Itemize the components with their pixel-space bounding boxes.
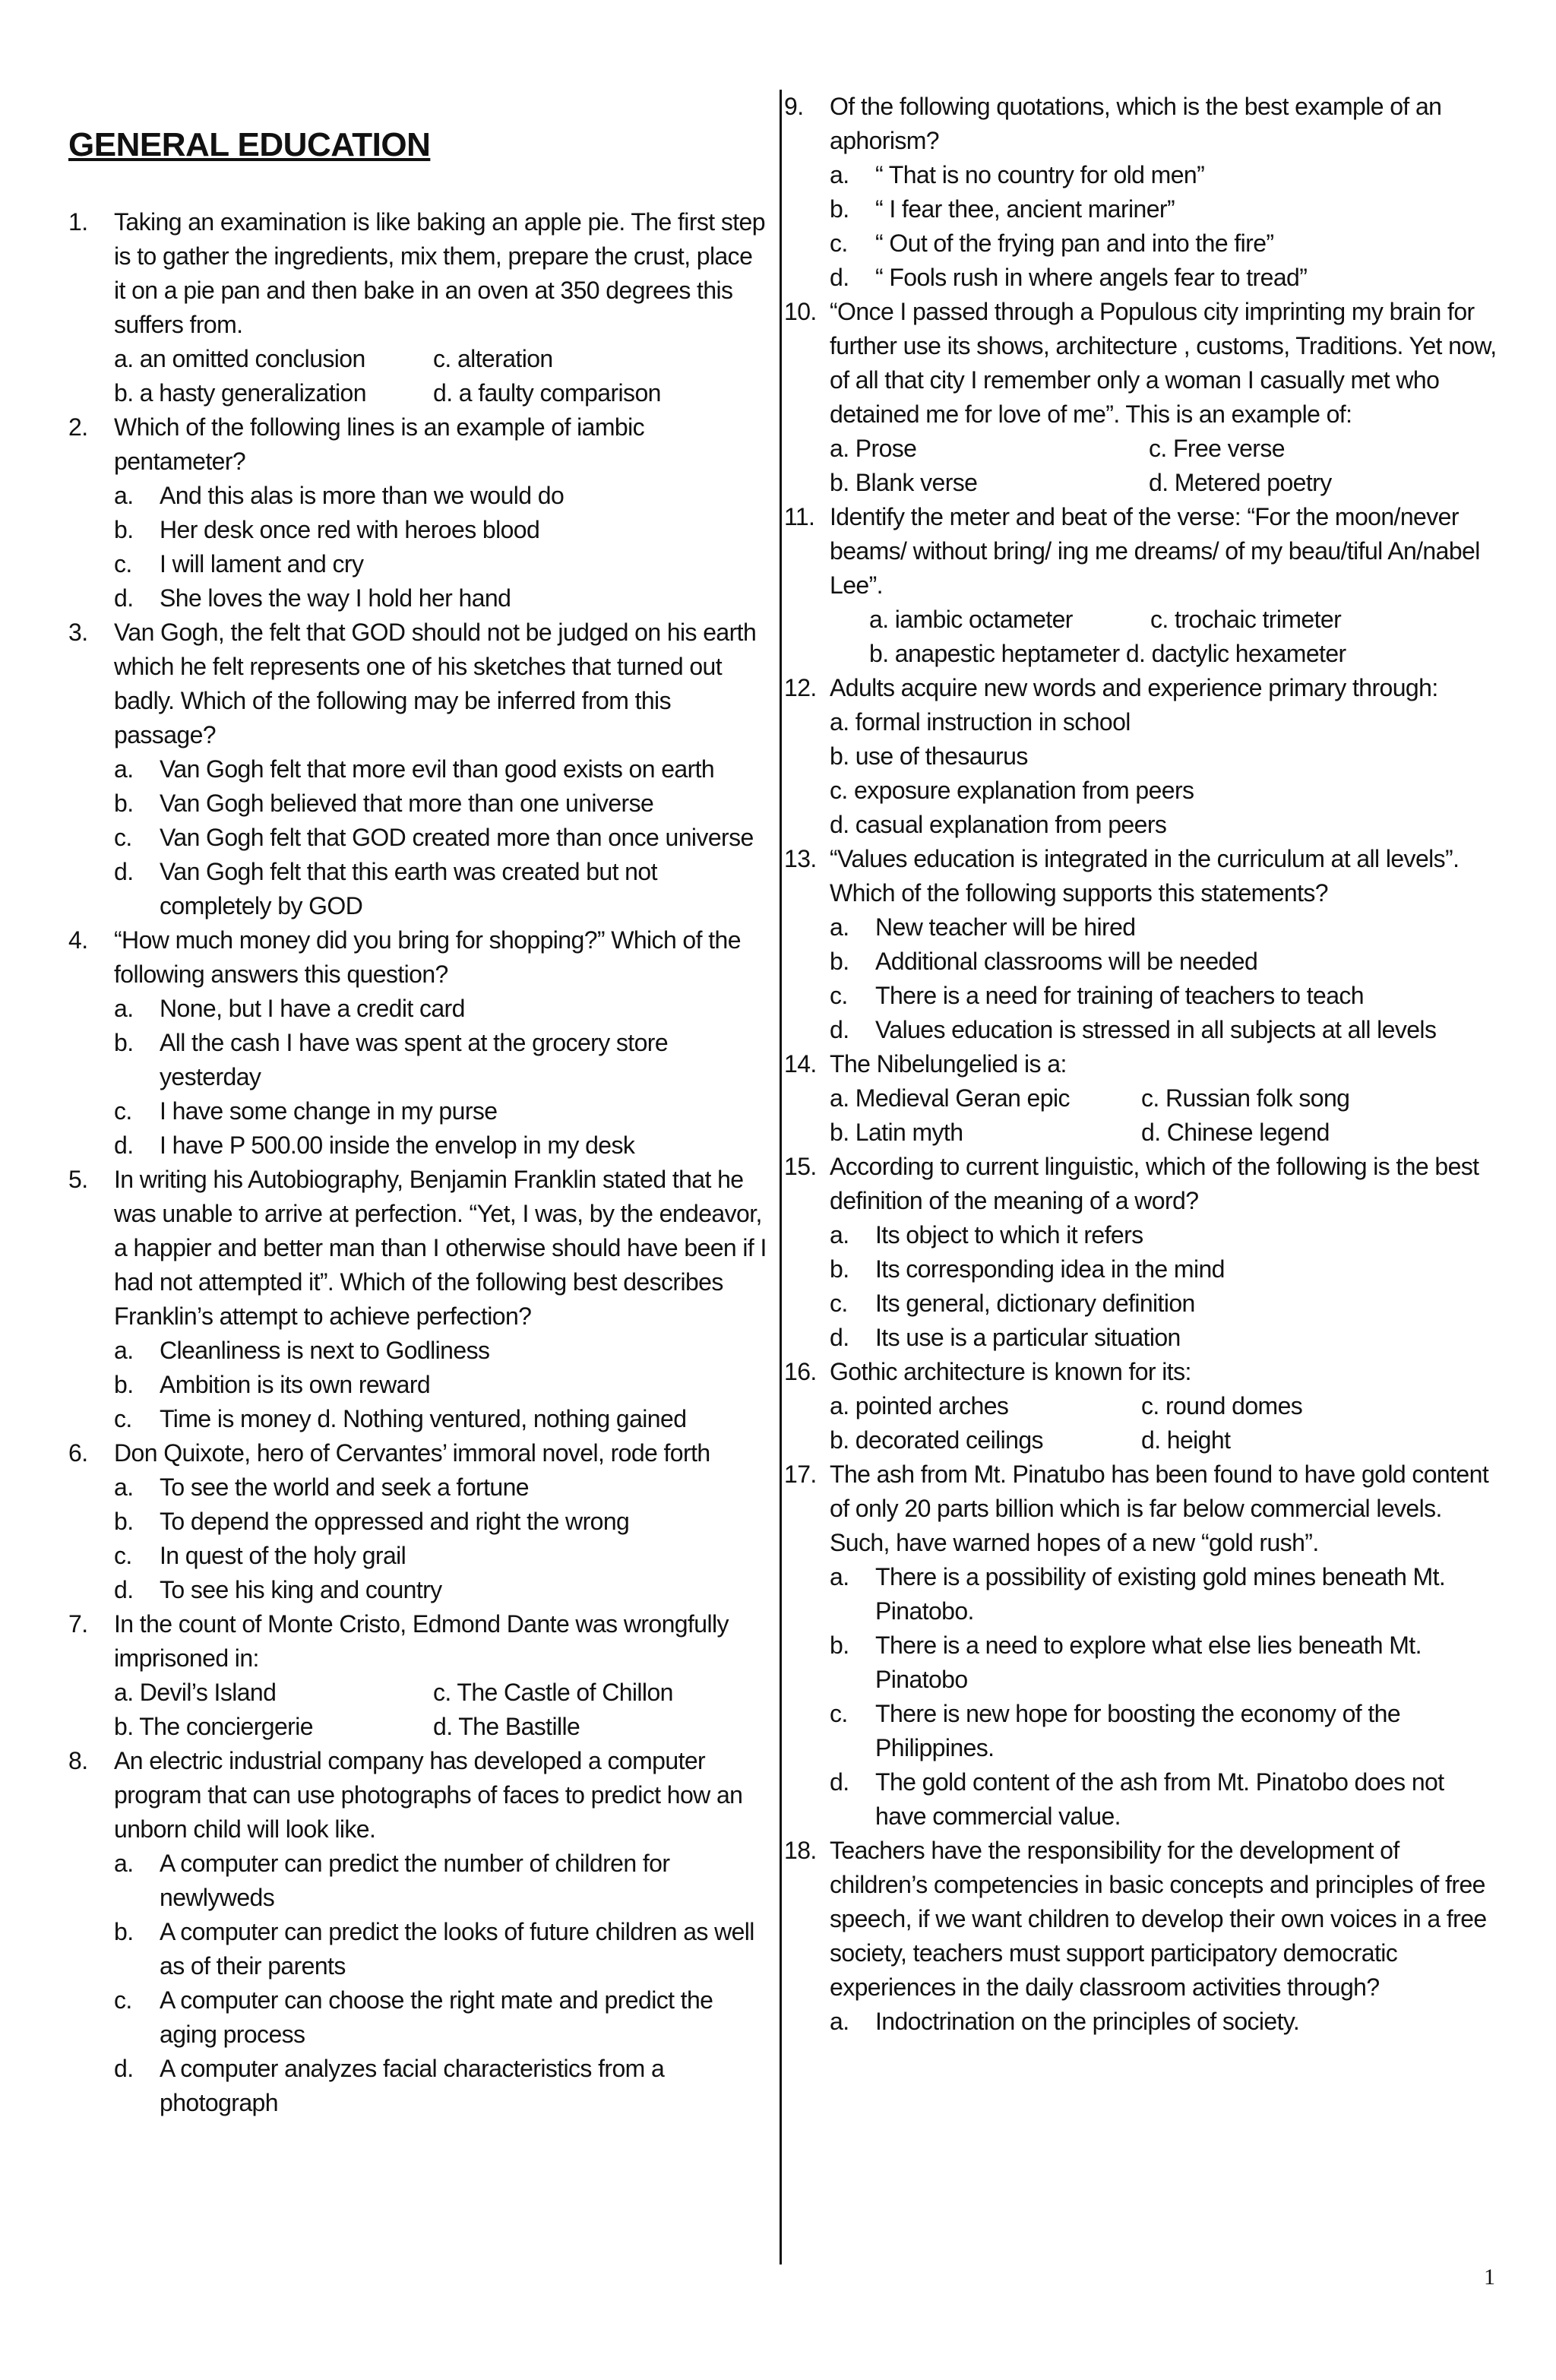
choice-text: Additional classrooms will be needed [875, 948, 1258, 975]
choice-text: “ That is no country for old men” [875, 161, 1205, 188]
question-text: The Nibelungelied is a: [830, 1050, 1067, 1078]
question-16 [784, 1355, 1498, 1457]
question-text: According to current linguistic, which of the following is the best definition of the meaning of a word? [830, 1153, 1479, 1214]
choice-a: a. iambic octameter [869, 606, 1073, 633]
choice-b [114, 1026, 767, 1094]
choice-d [114, 581, 767, 616]
choice-c: c. Russian folk song [1141, 1084, 1350, 1112]
right-column [784, 90, 1498, 2039]
choice-d [114, 2052, 767, 2120]
question-text: An electric industrial company has developed a computer program that can use photographs of faces to predict how an unborn child will look like. [114, 1747, 743, 1843]
choice-text: New teacher will be hired [875, 913, 1136, 941]
choice-letter: a. [114, 1850, 134, 1877]
question-text: In writing his Autobiography, Benjamin Franklin stated that he was unable to arrive at perfection. “Yet, I was, by the endeavor, a happier and better man than I otherwise should have been if I had not attempted it”. Which of the following best describes Franklin’s attempt to achieve perfection? [114, 1166, 767, 1330]
choice-letter: c. [114, 824, 132, 851]
choice-letter: c. [114, 1097, 132, 1125]
choice-text: I will lament and cry [160, 550, 364, 578]
choice-b [830, 1628, 1498, 1697]
choice-text: Van Gogh felt that GOD created more than once universe [160, 824, 754, 851]
choice-text: She loves the way I hold her hand [160, 584, 511, 612]
choice-letter: a. [830, 1563, 849, 1590]
choice-letter: d. [114, 2055, 134, 2082]
choice-row [830, 603, 1498, 637]
choice-row [830, 466, 1498, 500]
choice-d [830, 1765, 1498, 1834]
choice-letter: c. [114, 1542, 132, 1569]
question-3 [68, 616, 767, 923]
choice-b [114, 1368, 767, 1402]
choice-letter: b. [830, 195, 849, 223]
choice-c: c. alteration [433, 345, 553, 372]
choice-b [830, 192, 1498, 226]
choice-text: A computer can predict the looks of future children as well as of their parents [160, 1918, 754, 1980]
choice-b: b. Latin myth [830, 1119, 963, 1146]
question-number: 1. [68, 208, 88, 236]
choice-b [830, 945, 1498, 979]
question-number: 8. [68, 1747, 88, 1774]
choice-letter: b. [830, 1632, 849, 1659]
choice-row [114, 342, 767, 376]
question-text: Taking an examination is like baking an apple pie. The first step is to gather the ingredients, mix them, prepare the crust, place it on a pie pan and then bake in an oven at 350 degrees this suffers from. [114, 208, 765, 338]
choice-letter: d. [114, 584, 134, 612]
choice-letter: d. [114, 1576, 134, 1603]
choice-text: Van Gogh felt that more evil than good exists on earth [160, 755, 715, 783]
question-6 [68, 1436, 767, 1607]
choice-letter: b. [114, 1371, 134, 1398]
choice-d [114, 855, 767, 923]
question-5 [68, 1163, 767, 1436]
choice-a [114, 752, 767, 786]
choice-a [830, 1560, 1498, 1628]
choice-a [830, 910, 1498, 945]
choice-a [830, 158, 1498, 192]
question-14 [784, 1047, 1498, 1150]
choice-row [830, 1116, 1498, 1150]
question-number: 17. [784, 1461, 817, 1488]
choice-text: There is new hope for boosting the economy of the Philippines. [875, 1700, 1401, 1761]
choice-letter: a. [114, 1337, 134, 1364]
choice-text: The gold content of the ash from Mt. Pinatobo does not have commercial value. [875, 1768, 1444, 1830]
question-text: “How much money did you bring for shopping?” Which of the following answers this question? [114, 926, 741, 988]
choice-text: A computer can choose the right mate and predict the aging process [160, 1986, 713, 2048]
choice-d: d. Metered poetry [1149, 469, 1332, 496]
choice-c [114, 1094, 767, 1128]
choice-letter: c. [830, 982, 848, 1009]
choice-d: d. The Bastille [433, 1713, 580, 1740]
choice-d [114, 1128, 767, 1163]
question-7 [68, 1607, 767, 1744]
choice-d [830, 1321, 1498, 1355]
choice-text: Indoctrination on the principles of society. [875, 2008, 1300, 2035]
question-number: 9. [784, 93, 804, 120]
page-number: 1 [1484, 2264, 1495, 2290]
choice-text: Values education is stressed in all subjects at all levels [875, 1016, 1437, 1043]
question-number: 6. [68, 1439, 88, 1467]
choice-c [830, 979, 1498, 1013]
choice-row [830, 1389, 1498, 1423]
choice-letter: d. [114, 1131, 134, 1159]
choice-letter: b. [114, 1029, 134, 1056]
choice-c [114, 1402, 767, 1436]
choice-c: c. Free verse [1149, 435, 1285, 462]
choice-letter: a. [114, 482, 134, 509]
choice-c: c. exposure explanation from peers [830, 777, 1194, 804]
choice-d: d. casual explanation from peers [830, 811, 1167, 838]
choice-letter: c. [114, 1986, 132, 2014]
choice-b: b. decorated ceilings [830, 1426, 1043, 1454]
question-8 [68, 1744, 767, 2120]
choice-a: a. Medieval Geran epic [830, 1084, 1070, 1112]
question-18 [784, 1834, 1498, 2039]
question-text: “Once I passed through a Populous city imprinting my brain for further use its shows, architecture , customs, Traditions. Yet now, of all that city I remember only a woman I casually met who detained me for love of me”. This is an example of: [830, 298, 1497, 428]
question-text: In the count of Monte Cristo, Edmond Dante was wrongfully imprisoned in: [114, 1610, 729, 1672]
choice-text: “ Fools rush in where angels fear to tread” [875, 264, 1308, 291]
question-number: 4. [68, 926, 88, 954]
choice-row [830, 1081, 1498, 1116]
question-number: 13. [784, 845, 817, 872]
choice-text: All the cash I have was spent at the grocery store yesterday [160, 1029, 669, 1090]
choice-letter: d. [830, 1016, 849, 1043]
question-number: 18. [784, 1837, 817, 1864]
choice-letter: d. [114, 858, 134, 885]
choice-row [830, 1423, 1498, 1457]
choice-c [830, 1287, 1498, 1321]
choice-b-d: b. anapestic heptameter d. dactylic hexameter [869, 640, 1346, 667]
choice-letter: c. [114, 1405, 132, 1432]
choice-c [114, 1539, 767, 1573]
choice-text: In quest of the holy grail [160, 1542, 406, 1569]
question-text: Adults acquire new words and experience primary through: [830, 674, 1438, 701]
choice-text: And this alas is more than we would do [160, 482, 565, 509]
question-number: 7. [68, 1610, 88, 1638]
choice-text: A computer can predict the number of children for newlyweds [160, 1850, 670, 1911]
question-2 [68, 410, 767, 616]
choice-letter: a. [830, 1221, 849, 1249]
choice-text: A computer analyzes facial characteristics from a photograph [160, 2055, 665, 2116]
choice-text: Its use is a particular situation [875, 1324, 1181, 1351]
question-text: Of the following quotations, which is the best example of an aphorism? [830, 93, 1442, 154]
choice-text: Ambition is its own reward [160, 1371, 431, 1398]
choice-text: Van Gogh believed that more than one universe [160, 790, 654, 817]
choice-text: I have P 500.00 inside the envelop in my desk [160, 1131, 635, 1159]
choice-text: To see his king and country [160, 1576, 442, 1603]
choice-c: c. round domes [1141, 1392, 1303, 1419]
choice-text: Time is money d. Nothing ventured, nothing gained [160, 1405, 687, 1432]
question-number: 14. [784, 1050, 817, 1078]
choice-row [114, 1710, 767, 1744]
question-text: Teachers have the responsibility for the development of children’s competencies in basic concepts and principles of free speech, if we want children to develop their own voices in a free society, teachers must support participatory democratic experiences in the daily classroom activities through? [830, 1837, 1487, 2001]
choice-a [114, 1334, 767, 1368]
choice-letter: c. [830, 1290, 848, 1317]
choice-text: Her desk once red with heroes blood [160, 516, 540, 543]
choice-a: a. formal instruction in school [830, 708, 1131, 736]
choice-text: None, but I have a credit card [160, 995, 465, 1022]
choice-a: a. Devil’s Island [114, 1679, 277, 1706]
choice-row [114, 1676, 767, 1710]
choice-letter: d. [830, 1768, 849, 1796]
choice-letter: a. [114, 755, 134, 783]
choice-a [830, 2005, 1498, 2039]
choice-a [114, 1470, 767, 1505]
choice-row [114, 376, 767, 410]
question-text: Identify the meter and beat of the verse: “For the moon/never beams/ without bring/ ing me dreams/ of my beau/tiful An/nabel Lee”. [830, 503, 1480, 599]
choice-b: b. Blank verse [830, 469, 978, 496]
choice-d: d. Chinese legend [1141, 1119, 1330, 1146]
choice-letter: a. [830, 2008, 849, 2035]
choice-text: Cleanliness is next to Godliness [160, 1337, 490, 1364]
choice-b [114, 1915, 767, 1983]
choice-letter: d. [830, 264, 849, 291]
choice-letter: c. [830, 1700, 848, 1727]
choice-letter: b. [114, 1508, 134, 1535]
question-text: “Values education is integrated in the curriculum at all levels”. Which of the following supports this statements? [830, 845, 1460, 907]
question-text: The ash from Mt. Pinatubo has been found to have gold content of only 20 parts billion which is far below commercial levels. Such, have warned hopes of a new “gold rush”. [830, 1461, 1489, 1556]
question-number: 5. [68, 1166, 88, 1193]
choice-letter: b. [114, 1918, 134, 1945]
question-number: 12. [784, 674, 817, 701]
choice-text: There is a possibility of existing gold mines beneath Mt. Pinatobo. [875, 1563, 1446, 1625]
question-1 [68, 205, 767, 410]
choice-letter: a. [830, 913, 849, 941]
choice-d [830, 1013, 1498, 1047]
choice-letter: b. [114, 790, 134, 817]
choice-text: I have some change in my purse [160, 1097, 498, 1125]
choice-d: d. a faulty comparison [433, 379, 661, 407]
question-text: Don Quixote, hero of Cervantes’ immoral novel, rode forth [114, 1439, 710, 1467]
choice-text: There is a need to explore what else lies beneath Mt. Pinatobo [875, 1632, 1422, 1693]
question-11 [784, 500, 1498, 671]
question-13 [784, 842, 1498, 1047]
page-title: GENERAL EDUCATION [68, 126, 431, 163]
choice-b: b. The conciergerie [114, 1713, 313, 1740]
question-number: 10. [784, 298, 817, 325]
question-15 [784, 1150, 1498, 1355]
choice-text: Its corresponding idea in the mind [875, 1255, 1225, 1283]
choice-a [114, 479, 767, 513]
choice-text: Its general, dictionary definition [875, 1290, 1195, 1317]
choice-letter: c. [830, 229, 848, 257]
choice-letter: d. [830, 1324, 849, 1351]
choice-text: Van Gogh felt that this earth was created but not completely by GOD [160, 858, 657, 919]
choice-d: d. height [1141, 1426, 1231, 1454]
choice-a [114, 992, 767, 1026]
choice-b [114, 786, 767, 821]
choice-text: There is a need for training of teachers to teach [875, 982, 1364, 1009]
choice-d [830, 261, 1498, 295]
question-12 [784, 671, 1498, 842]
choice-c [830, 226, 1498, 261]
choice-c [830, 1697, 1498, 1765]
choice-text: Its object to which it refers [875, 1221, 1143, 1249]
question-text: Gothic architecture is known for its: [830, 1358, 1191, 1385]
question-number: 15. [784, 1153, 817, 1180]
column-divider [780, 90, 782, 2264]
question-17 [784, 1457, 1498, 1834]
question-4 [68, 923, 767, 1163]
choice-text: “ Out of the frying pan and into the fire” [875, 229, 1274, 257]
question-number: 2. [68, 413, 88, 441]
choice-letter: a. [830, 161, 849, 188]
choice-letter: a. [114, 995, 134, 1022]
choice-letter: b. [830, 948, 849, 975]
choice-letter: b. [830, 1255, 849, 1283]
choice-a [114, 1847, 767, 1915]
choice-c [114, 547, 767, 581]
question-10 [784, 295, 1498, 500]
choice-c [114, 1983, 767, 2052]
choice-row [830, 432, 1498, 466]
choice-letter: a. [114, 1473, 134, 1501]
choice-letter: c. [114, 550, 132, 578]
choice-a: a. Prose [830, 435, 917, 462]
choice-a: a. pointed arches [830, 1392, 1009, 1419]
choice-b: b. a hasty generalization [114, 379, 366, 407]
choice-text: To see the world and seek a fortune [160, 1473, 529, 1501]
choice-c: c. The Castle of Chillon [433, 1679, 673, 1706]
question-number: 11. [784, 503, 815, 530]
question-text: Van Gogh, the felt that GOD should not be judged on his earth which he felt represents one of his sketches that turned out badly. Which of the following may be inferred from this passage? [114, 619, 757, 748]
choice-a [830, 1218, 1498, 1252]
choice-a: a. an omitted conclusion [114, 345, 365, 372]
choice-c: c. trochaic trimeter [1150, 606, 1342, 633]
question-9 [784, 90, 1498, 295]
choice-b [114, 513, 767, 547]
choice-d [114, 1573, 767, 1607]
choice-b [114, 1505, 767, 1539]
left-column [68, 205, 767, 2120]
question-number: 3. [68, 619, 88, 646]
choice-b [830, 1252, 1498, 1287]
question-number: 16. [784, 1358, 817, 1385]
question-text: Which of the following lines is an example of iambic pentameter? [114, 413, 645, 475]
choice-b: b. use of thesaurus [830, 742, 1028, 770]
choice-letter: b. [114, 516, 134, 543]
choice-text: “ I fear thee, ancient mariner” [875, 195, 1175, 223]
choice-c [114, 821, 767, 855]
choice-text: To depend the oppressed and right the wrong [160, 1508, 630, 1535]
